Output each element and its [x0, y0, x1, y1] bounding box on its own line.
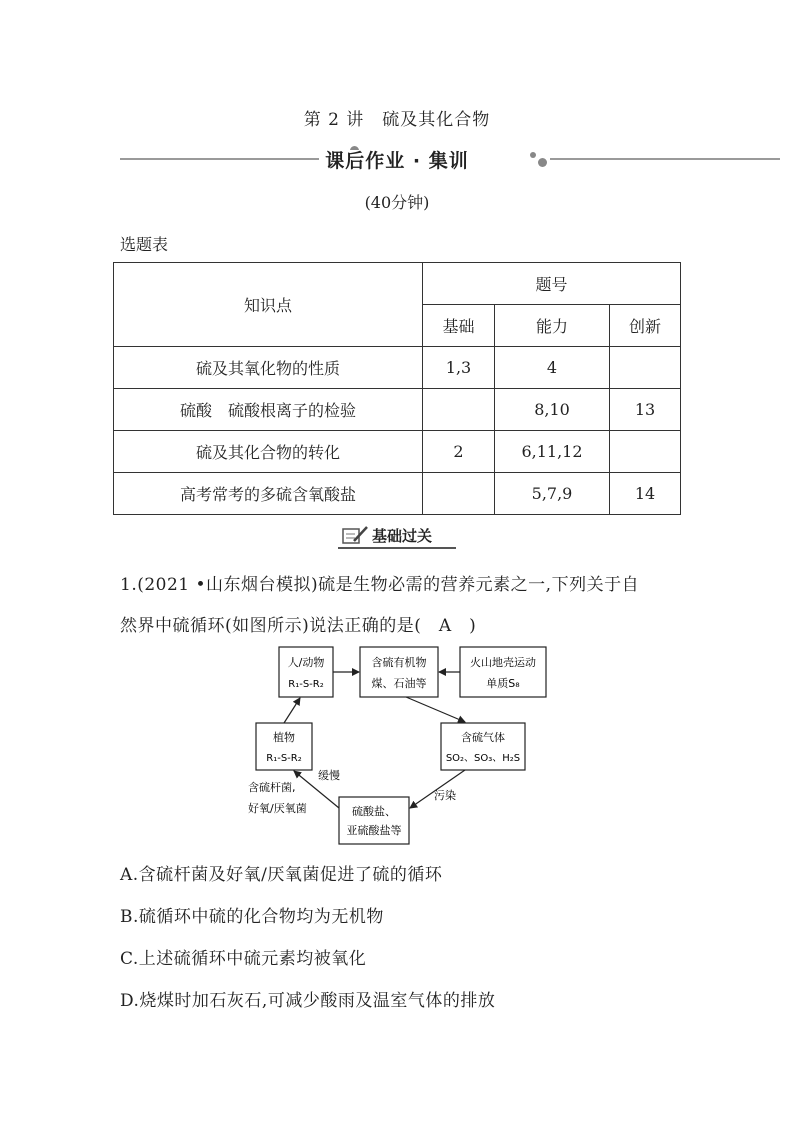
row-innovation: 14 — [610, 473, 681, 515]
row-basic: 2 — [423, 431, 495, 473]
row-ability: 5,7,9 — [495, 473, 610, 515]
human-animal-label: 人/动物 — [287, 656, 325, 669]
section-title: 基础过关 — [372, 527, 433, 545]
row-topic: 高考常考的多硫含氧酸盐 — [114, 473, 423, 515]
arrow-plant-to-human — [284, 698, 300, 723]
arrow-organic-to-gas — [406, 697, 465, 722]
option-a: A.含硫杆菌及好氧/厌氧菌促进了硫的循环 — [120, 865, 443, 885]
option-d: D.烧煤时加石灰石,可减少酸雨及温室气体的排放 — [120, 991, 496, 1011]
header-basic: 基础 — [423, 305, 495, 347]
header-innovation: 创新 — [610, 305, 681, 347]
header-ability: 能力 — [495, 305, 610, 347]
bacteria-label-1: 含硫杆菌, — [248, 781, 296, 794]
row-ability: 6,11,12 — [495, 431, 610, 473]
option-b: B.硫循环中硫的化合物均为无机物 — [120, 907, 384, 927]
volcano-sulfur: 单质S₈ — [486, 677, 520, 690]
row-topic: 硫及其氧化物的性质 — [114, 347, 423, 389]
bacteria-label-2: 好氧/厌氧菌 — [248, 802, 307, 815]
volcano-label: 火山地壳运动 — [470, 656, 536, 669]
row-innovation: 13 — [610, 389, 681, 431]
row-topic: 硫酸 硫酸根离子的检验 — [114, 389, 423, 431]
sulfur-gas-label: 含硫气体 — [461, 731, 505, 744]
plant-formula: R₁-S-R₂ — [266, 753, 302, 764]
arrow-gas-to-salt — [410, 770, 465, 808]
header-question-no: 题号 — [423, 263, 681, 305]
organic-sulfur-label: 含硫有机物 — [371, 656, 427, 669]
sulfate-salt-label2: 亚硫酸盐等 — [346, 824, 402, 837]
option-c: C.上述硫循环中硫元素均被氧化 — [120, 949, 367, 969]
table-caption: 选题表 — [120, 235, 169, 254]
pollution-label: 污染 — [434, 789, 456, 802]
slow-label: 缓慢 — [318, 769, 340, 782]
human-animal-formula: R₁-S-R₂ — [288, 679, 324, 690]
row-basic: 1,3 — [423, 347, 495, 389]
sulfate-salt-label: 硫酸盐、 — [352, 805, 396, 818]
row-topic: 硫及其化合物的转化 — [114, 431, 423, 473]
plant-label: 植物 — [273, 731, 295, 744]
duration-label: (40分钟) — [364, 193, 430, 212]
row-ability: 4 — [495, 347, 610, 389]
banner-title-text: 课后作业 · 集训 — [319, 150, 474, 172]
question-stem-line2: 然界中硫循环(如图所示)说法正确的是( A ) — [120, 616, 477, 636]
question-stem-line1: 1.(2021 •山东烟台模拟)硫是生物必需的营养元素之一,下列关于自 — [120, 575, 640, 595]
header-knowledge: 知识点 — [114, 263, 423, 347]
lesson-title: 第 2 讲 硫及其化合物 — [303, 110, 491, 130]
organic-sulfur-examples: 煤、石油等 — [371, 677, 427, 690]
row-ability: 8,10 — [495, 389, 610, 431]
sulfur-gas-formula: SO₂、SO₃、H₂S — [445, 753, 521, 764]
